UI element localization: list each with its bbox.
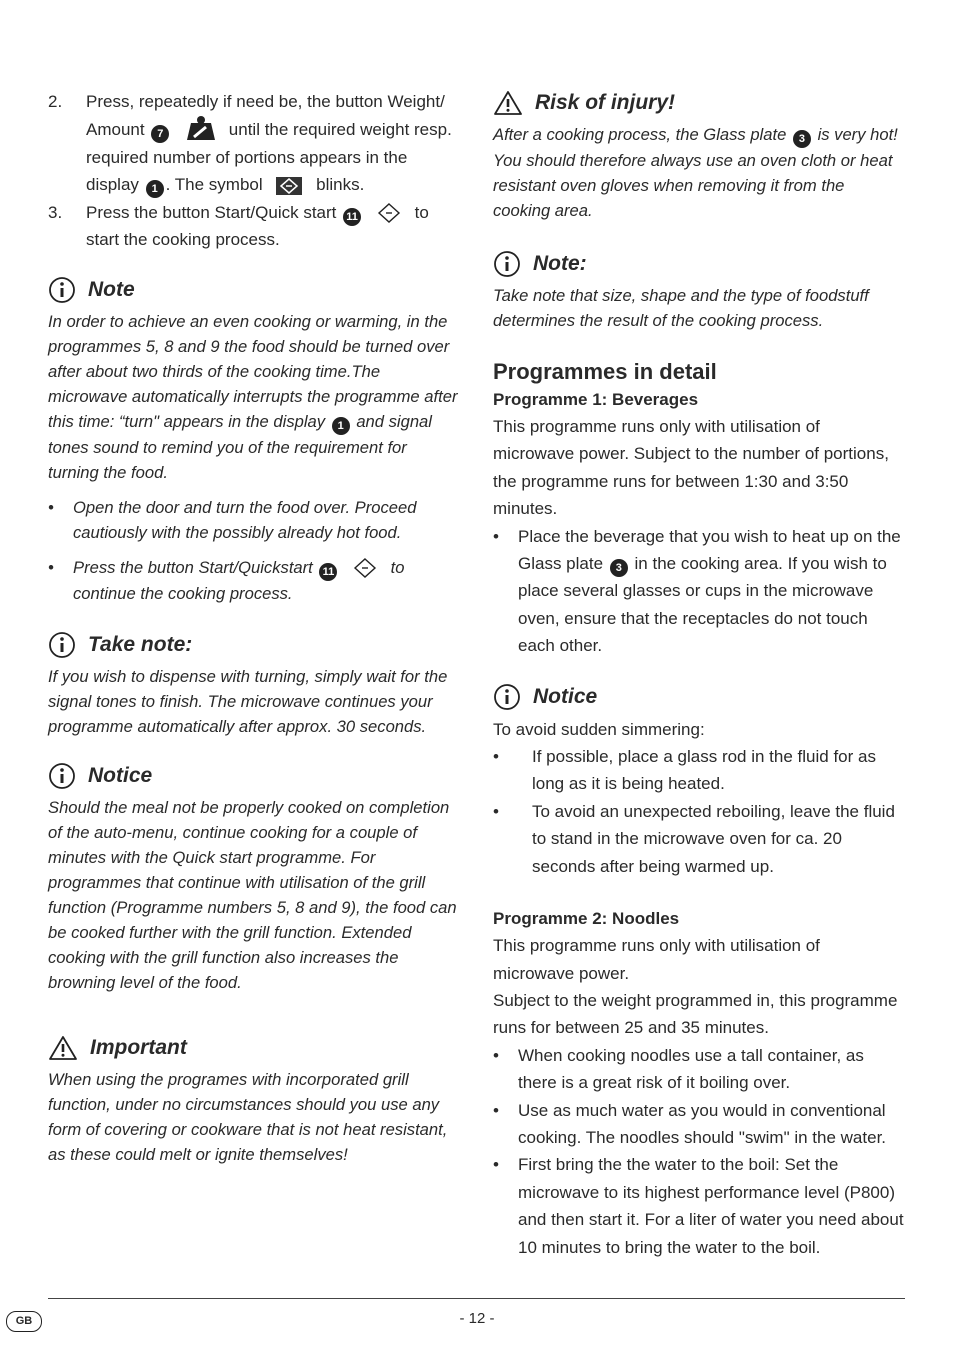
ref-marker: 7 bbox=[151, 125, 169, 143]
step-3 bbox=[48, 199, 460, 254]
note-heading bbox=[48, 275, 460, 305]
notice-title: Notice bbox=[88, 764, 153, 788]
notice-heading bbox=[493, 682, 905, 712]
programmes-title: Programmes in detail bbox=[493, 359, 717, 384]
notice-text: Should the meal not be properly cooked on completion of the auto-menu, continue cooking for a couple of minutes with the Quick start programme. For programmes that continue with utilisation of the grill function (Programme numbers 5, 8 and 9), the food can be cooked further with the grill function. Extended cooking with the grill function also increases the browning level of the food. bbox=[48, 798, 457, 993]
step-text: Press the button Start/Quick start 11 to start the cooking process. bbox=[86, 202, 429, 250]
programme-1-bullet: • Place the beverage that you wish to heat up on the Glass plate 3 in the cooking area. If you wish to place several glasses or cups in the microwave oven, ensure that the receptacles do not touch each other. bbox=[493, 526, 901, 656]
notice-intro: To avoid sudden simmering: bbox=[493, 719, 705, 739]
programme-1-title: Programme 1: Beverages bbox=[493, 390, 699, 409]
risk-text: After a cooking process, the Glass plate 3 is very hot! You should therefore always use an oven cloth or heat resistant oven gloves when removing it from the cooking area. bbox=[493, 125, 898, 220]
footer-divider bbox=[48, 1298, 905, 1299]
notice-bullet: • If possible, place a glass rod in the fluid for as long as it is being heated. bbox=[493, 747, 876, 794]
take-note-title: Take note: bbox=[88, 633, 193, 657]
note-bullet: • Press the button Start/Quickstart 11 to continue the cooking process. bbox=[48, 558, 405, 604]
blink-symbol-icon bbox=[275, 176, 303, 196]
info-icon bbox=[493, 250, 521, 278]
note-text: In order to achieve an even cooking or warming, in the programmes 5, 8 and 9 the food should be turned over after about two thirds of the cooking time.The microwave automatically interrupts the programme after this time: “turn" appears in the display 1 and signal tones sound to remind you of the requirement for turning the food. bbox=[48, 312, 458, 483]
info-icon bbox=[48, 762, 76, 790]
programme-2-bullet: • First bring the the water to the boil: Set the microwave to its highest performance level (P800) and then start it. For a liter of water you need about 10 minutes to bring the water to the boil. bbox=[493, 1155, 904, 1257]
risk-title: Risk of injury! bbox=[535, 91, 676, 114]
language-badge: GB bbox=[6, 1311, 42, 1332]
programme-2-text: This programme runs only with utilisation of microwave power. bbox=[493, 936, 820, 983]
important-heading bbox=[48, 1033, 460, 1063]
programme-2-bullet: • When cooking noodles use a tall container, as there is a great risk of it boiling over. bbox=[493, 1045, 864, 1093]
page-number: - 12 - bbox=[459, 1310, 495, 1327]
ref-marker: 11 bbox=[343, 208, 361, 226]
start-icon bbox=[352, 557, 378, 579]
note-bullet: • Open the door and turn the food over. Proceed cautiously with the possibly already hot food. bbox=[48, 498, 417, 543]
right-column bbox=[493, 88, 905, 1261]
programme-2-text: Subject to the weight programmed in, this programme runs for between 25 and 35 minutes. bbox=[493, 990, 898, 1038]
programme-2-title: Programme 2: Noodles bbox=[493, 909, 680, 929]
important-text: When using the programes with incorporated grill function, under no circumstances should you use any form of covering or cookware that is not heat resistant, as these could melt or ignite themselves! bbox=[48, 1070, 448, 1165]
notice-bullet: • To avoid an unexpected reboiling, leave the fluid to stand in the microwave oven for ca. 20 seconds after being warmed up. bbox=[493, 801, 895, 876]
info-icon bbox=[48, 631, 76, 659]
step-2 bbox=[48, 88, 460, 199]
ref-marker: 1 bbox=[146, 180, 164, 198]
step-number: 3. bbox=[48, 202, 63, 222]
ref-marker: 11 bbox=[319, 563, 337, 581]
notice-heading bbox=[48, 761, 460, 791]
left-column bbox=[48, 88, 460, 1167]
programme-2-bullet: • Use as much water as you would in conventional cooking. The noodles should "swim" in the water. bbox=[493, 1100, 887, 1147]
weight-icon bbox=[184, 115, 216, 141]
ref-marker: 3 bbox=[793, 130, 811, 148]
note-title: Note bbox=[88, 278, 135, 302]
note-text: Take note that size, shape and the type of foodstuff determines the result of the cooking process. bbox=[493, 286, 869, 330]
ref-marker: 3 bbox=[610, 559, 628, 577]
warning-icon bbox=[493, 90, 523, 116]
step-text: Press, repeatedly if need be, the button Weight/ Amount 7 until the required weight resp. required number of portions appears in the display 1 . The symbol blinks. bbox=[86, 88, 460, 199]
step-number: 2. bbox=[48, 92, 63, 111]
note-heading bbox=[493, 249, 905, 279]
warning-icon bbox=[48, 1035, 78, 1061]
take-note-text: If you wish to dispense with turning, simply wait for the signal tones to finish. The microwave continues your programme automatically after approx. 30 seconds. bbox=[48, 667, 448, 737]
programme-1-text: This programme runs only with utilisation of microwave power. Subject to the number of portions, the programme runs for between 1:30 and 3:50 minutes. bbox=[493, 417, 889, 519]
risk-heading bbox=[493, 88, 905, 118]
note-title: Note: bbox=[533, 252, 587, 275]
take-note-heading bbox=[48, 630, 460, 660]
info-icon bbox=[493, 683, 521, 711]
info-icon bbox=[48, 276, 76, 304]
ref-marker: 1 bbox=[332, 417, 350, 435]
important-title: Important bbox=[90, 1036, 187, 1060]
start-icon bbox=[376, 202, 402, 224]
notice-title: Notice bbox=[533, 684, 598, 708]
